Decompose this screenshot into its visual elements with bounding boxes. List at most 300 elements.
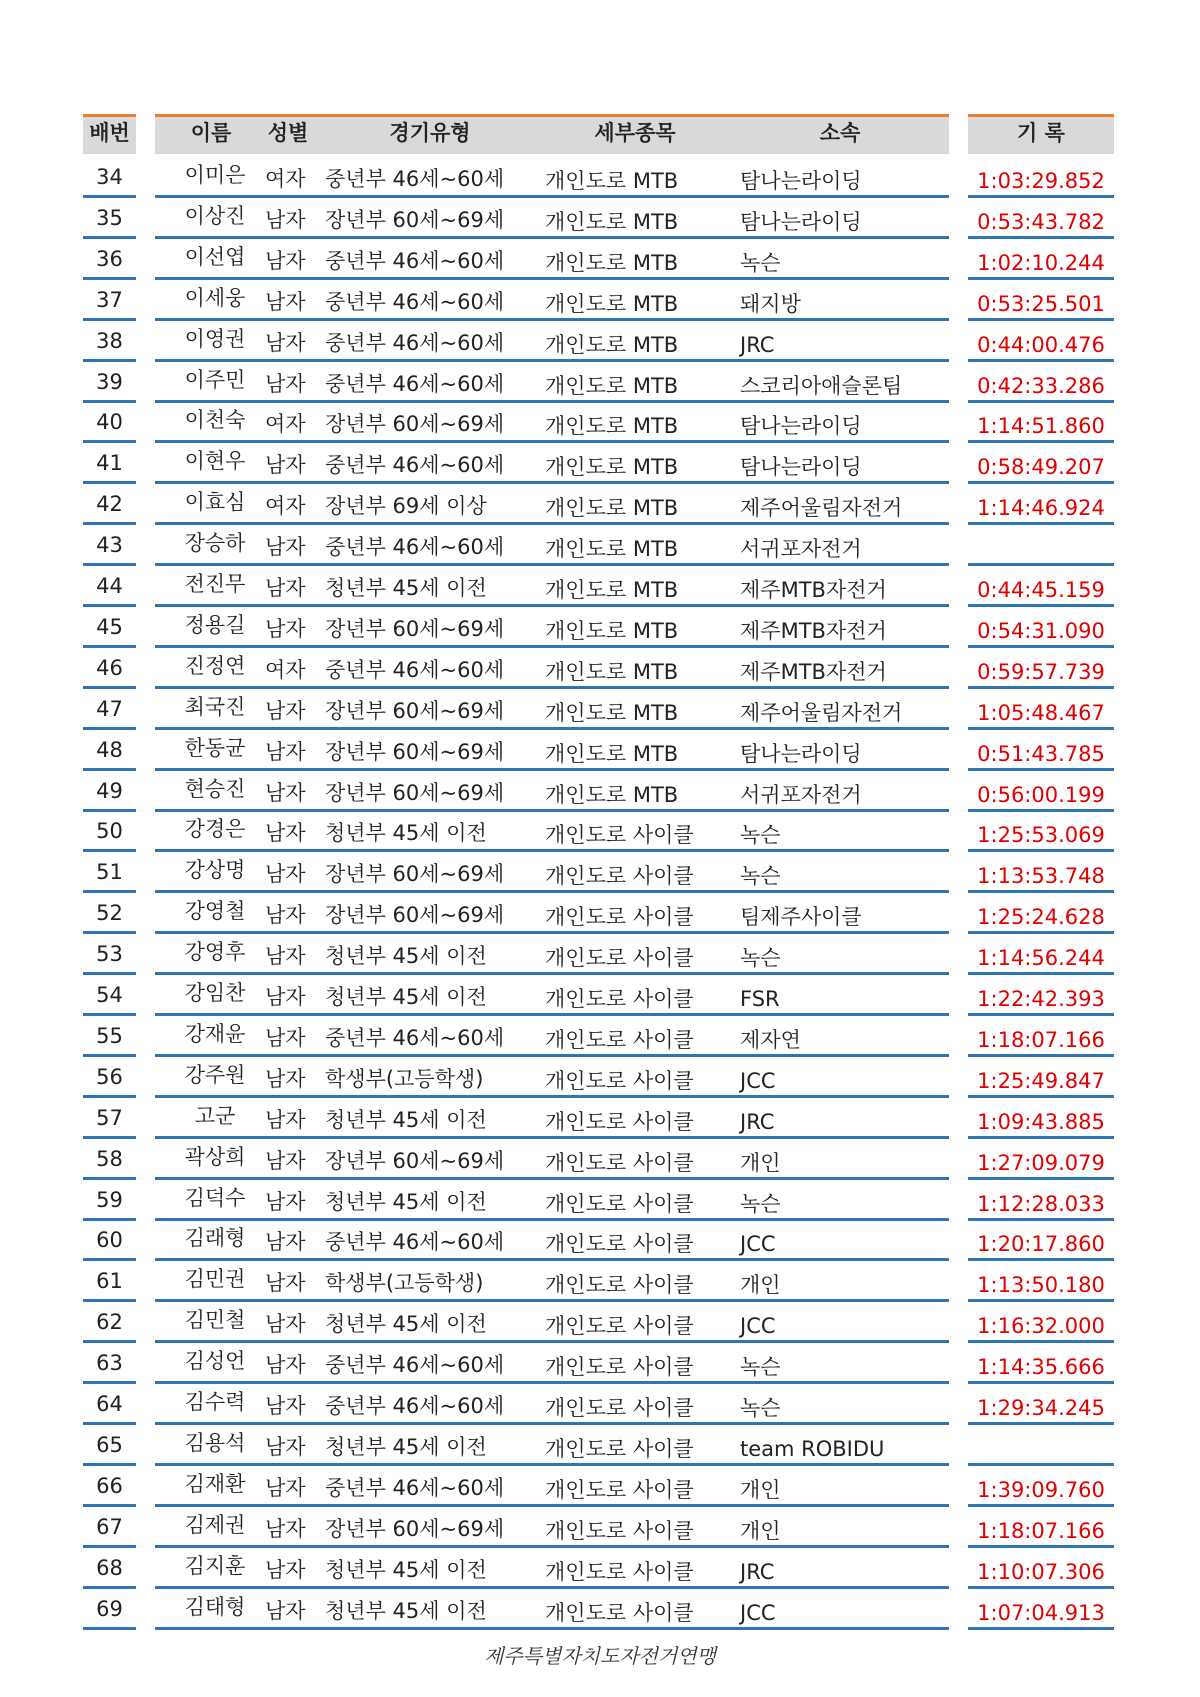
row-line-num — [83, 563, 136, 566]
division: 청년부 45세 이전 — [325, 1599, 487, 1623]
club: 녹슨 — [740, 864, 781, 888]
bib-number: 67 — [96, 1515, 123, 1539]
row-line-record — [968, 1504, 1114, 1507]
club: 탐나는라이딩 — [740, 742, 862, 766]
athlete-name: 김성언 — [184, 1349, 246, 1373]
club: 개인 — [740, 1478, 781, 1502]
athlete-name: 현승진 — [184, 777, 246, 801]
athlete-name: 최국진 — [184, 695, 246, 719]
record-time: 1:22:42.393 — [977, 987, 1105, 1011]
athlete-name: 강재윤 — [184, 1022, 246, 1046]
row-line-record — [968, 1054, 1114, 1057]
row-line-record — [968, 727, 1114, 730]
division: 장년부 69세 이상 — [325, 494, 487, 518]
gender: 남자 — [265, 862, 306, 886]
row-line-main — [155, 481, 949, 484]
club: 개인 — [740, 1151, 781, 1175]
bib-number: 51 — [96, 860, 123, 884]
row-line-main — [155, 1586, 949, 1589]
table-row — [0, 1549, 1200, 1590]
table-row — [0, 1099, 1200, 1140]
division: 청년부 45세 이전 — [325, 1558, 487, 1582]
bib-number: 53 — [96, 942, 123, 966]
club: 서귀포자전거 — [740, 537, 862, 561]
athlete-name: 김민권 — [184, 1267, 246, 1291]
row-line-record — [968, 236, 1114, 239]
club: 녹슨 — [740, 1355, 781, 1379]
athlete-name: 곽상희 — [184, 1145, 246, 1169]
bib-number: 64 — [96, 1392, 123, 1416]
table-row — [0, 1590, 1200, 1631]
bib-number: 44 — [96, 574, 123, 598]
table-row — [0, 731, 1200, 772]
bib-number: 56 — [96, 1065, 123, 1089]
record-time: 0:53:25.501 — [977, 292, 1105, 316]
bib-number: 59 — [96, 1188, 123, 1212]
record-time: 1:14:51.860 — [977, 414, 1105, 438]
record-time: 1:02:10.244 — [977, 251, 1105, 275]
event: 개인도로 MTB — [545, 537, 679, 561]
row-line-main — [155, 318, 949, 321]
record-time: 1:29:34.245 — [977, 1396, 1105, 1420]
row-line-main — [155, 768, 949, 771]
event: 개인도로 사이클 — [545, 1314, 694, 1338]
athlete-name: 이미은 — [184, 163, 246, 187]
record-time: 1:03:29.852 — [977, 169, 1105, 193]
record-time: 0:44:45.159 — [977, 578, 1105, 602]
event: 개인도로 사이클 — [545, 1601, 694, 1625]
bib-number: 52 — [96, 901, 123, 925]
gender: 남자 — [265, 1476, 306, 1500]
table-row — [0, 608, 1200, 649]
athlete-name: 한동균 — [184, 736, 246, 760]
row-line-main — [155, 1545, 949, 1548]
division: 장년부 60세~69세 — [325, 903, 505, 927]
division: 장년부 60세~69세 — [325, 208, 505, 232]
event: 개인도로 MTB — [545, 251, 679, 275]
record-time: 1:14:46.924 — [977, 496, 1105, 520]
event: 개인도로 MTB — [545, 701, 679, 725]
bib-number: 55 — [96, 1024, 123, 1048]
header-club: 소속 — [819, 121, 861, 145]
division: 중년부 46세~60세 — [325, 290, 505, 314]
division: 학생부(고등학생) — [325, 1067, 484, 1091]
header-event: 세부종목 — [594, 121, 676, 145]
athlete-name: 강임찬 — [184, 981, 246, 1005]
record-time: 1:14:56.244 — [977, 946, 1105, 970]
athlete-name: 김지훈 — [184, 1554, 246, 1578]
club: JCC — [740, 1069, 776, 1093]
row-line-num — [83, 318, 136, 321]
table-row — [0, 240, 1200, 281]
event: 개인도로 사이클 — [545, 1437, 694, 1461]
table-row — [0, 976, 1200, 1017]
table-row — [0, 1385, 1200, 1426]
table-row — [0, 812, 1200, 853]
row-line-num — [83, 195, 136, 198]
division: 청년부 45세 이전 — [325, 821, 487, 845]
record-time: 1:13:53.748 — [977, 864, 1105, 888]
row-line-record — [968, 849, 1114, 852]
athlete-name: 전진무 — [184, 572, 246, 596]
row-line-record — [968, 1136, 1114, 1139]
row-line-num — [83, 1340, 136, 1343]
club: 개인 — [740, 1273, 781, 1297]
row-line-record — [968, 440, 1114, 443]
row-line-record — [968, 1340, 1114, 1343]
event: 개인도로 사이클 — [545, 1069, 694, 1093]
gender: 남자 — [265, 821, 306, 845]
row-line-num — [83, 1627, 136, 1630]
row-line-main — [155, 1422, 949, 1425]
club: team ROBIDU — [740, 1437, 885, 1461]
record-time: 1:25:53.069 — [977, 823, 1105, 847]
table-row — [0, 1181, 1200, 1222]
event: 개인도로 사이클 — [545, 864, 694, 888]
row-line-record — [968, 1095, 1114, 1098]
row-line-num — [83, 931, 136, 934]
bib-number: 60 — [96, 1228, 123, 1252]
bib-number: 57 — [96, 1106, 123, 1130]
row-line-num — [83, 481, 136, 484]
row-line-main — [155, 849, 949, 852]
row-line-record — [968, 604, 1114, 607]
gender: 남자 — [265, 1108, 306, 1132]
athlete-name: 이세웅 — [184, 286, 246, 310]
gender: 남자 — [265, 1026, 306, 1050]
event: 개인도로 사이클 — [545, 1232, 694, 1256]
bib-number: 36 — [96, 247, 123, 271]
event: 개인도로 사이클 — [545, 1355, 694, 1379]
athlete-name: 김래형 — [184, 1226, 246, 1250]
gender: 남자 — [265, 1353, 306, 1377]
athlete-name: 정용길 — [184, 613, 246, 637]
division: 장년부 60세~69세 — [325, 740, 505, 764]
athlete-name: 장승하 — [184, 531, 246, 555]
row-line-record — [968, 1258, 1114, 1261]
record-time: 1:13:50.180 — [977, 1273, 1105, 1297]
athlete-name: 김수력 — [184, 1390, 246, 1414]
gender: 남자 — [265, 372, 306, 396]
row-line-main — [155, 727, 949, 730]
athlete-name: 김덕수 — [184, 1186, 246, 1210]
bib-number: 41 — [96, 451, 123, 475]
gender: 남자 — [265, 1558, 306, 1582]
division: 학생부(고등학생) — [325, 1271, 484, 1295]
table-row — [0, 1221, 1200, 1262]
bib-number: 54 — [96, 983, 123, 1007]
club: 탐나는라이딩 — [740, 210, 862, 234]
record-time: 1:07:04.913 — [977, 1601, 1105, 1625]
athlete-name: 진정연 — [184, 654, 246, 678]
row-line-record — [968, 686, 1114, 689]
bib-number: 68 — [96, 1556, 123, 1580]
row-line-record — [968, 522, 1114, 525]
row-line-record — [968, 1013, 1114, 1016]
row-line-record — [968, 1586, 1114, 1589]
event: 개인도로 사이클 — [545, 1560, 694, 1584]
record-time: 0:44:00.476 — [977, 333, 1105, 357]
row-line-record — [968, 1299, 1114, 1302]
club: 서귀포자전거 — [740, 783, 862, 807]
bib-number: 43 — [96, 533, 123, 557]
club: 팀제주사이클 — [740, 905, 862, 929]
row-line-num — [83, 768, 136, 771]
record-time: 0:53:43.782 — [977, 210, 1105, 234]
athlete-name: 고군 — [194, 1104, 236, 1128]
record-time: 0:59:57.739 — [977, 660, 1105, 684]
record-time: 0:58:49.207 — [977, 455, 1105, 479]
gender: 남자 — [265, 1230, 306, 1254]
table-row — [0, 403, 1200, 444]
athlete-name: 강영철 — [184, 899, 246, 923]
athlete-name: 이상진 — [184, 204, 246, 228]
row-line-record — [968, 890, 1114, 893]
bib-number: 39 — [96, 370, 123, 394]
row-line-record — [968, 563, 1114, 566]
row-line-num — [83, 1586, 136, 1589]
record-time: 0:54:31.090 — [977, 619, 1105, 643]
row-line-record — [968, 318, 1114, 321]
club: 스코리아애슬론팀 — [740, 374, 903, 398]
bib-number: 63 — [96, 1351, 123, 1375]
gender: 여자 — [265, 658, 306, 682]
footer-text: 제주특별자치도자전거연맹 — [484, 1644, 716, 1668]
event: 개인도로 MTB — [545, 578, 679, 602]
table-row — [0, 649, 1200, 690]
event: 개인도로 사이클 — [545, 1151, 694, 1175]
row-line-record — [968, 359, 1114, 362]
gender: 남자 — [265, 1067, 306, 1091]
record-time: 1:12:28.033 — [977, 1192, 1105, 1216]
row-line-record — [968, 1627, 1114, 1630]
event: 개인도로 MTB — [545, 374, 679, 398]
event: 개인도로 사이클 — [545, 946, 694, 970]
row-line-num — [83, 727, 136, 730]
table-row — [0, 158, 1200, 199]
division: 중년부 46세~60세 — [325, 453, 505, 477]
table-row — [0, 1303, 1200, 1344]
event: 개인도로 MTB — [545, 619, 679, 643]
gender: 여자 — [265, 167, 306, 191]
athlete-name: 김재환 — [184, 1472, 246, 1496]
header-name: 이름 — [190, 121, 232, 145]
record-time: 1:10:07.306 — [977, 1560, 1105, 1584]
athlete-name: 이현우 — [184, 449, 246, 473]
record-time: 1:05:48.467 — [977, 701, 1105, 725]
row-line-num — [83, 277, 136, 280]
bib-number: 34 — [96, 165, 123, 189]
row-line-record — [968, 1463, 1114, 1466]
division: 중년부 46세~60세 — [325, 1026, 505, 1050]
row-line-num — [83, 1095, 136, 1098]
table-row — [0, 199, 1200, 240]
gender: 남자 — [265, 1312, 306, 1336]
division: 중년부 46세~60세 — [325, 372, 505, 396]
club: 탐나는라이딩 — [740, 414, 862, 438]
division: 중년부 46세~60세 — [325, 1476, 505, 1500]
row-line-num — [83, 686, 136, 689]
division: 중년부 46세~60세 — [325, 167, 505, 191]
club: 제주MTB자전거 — [740, 578, 887, 602]
table-row — [0, 322, 1200, 363]
event: 개인도로 MTB — [545, 169, 679, 193]
row-line-main — [155, 1463, 949, 1466]
division: 장년부 60세~69세 — [325, 699, 505, 723]
event: 개인도로 사이클 — [545, 1273, 694, 1297]
gender: 남자 — [265, 985, 306, 1009]
row-line-record — [968, 972, 1114, 975]
row-line-num — [83, 359, 136, 362]
table-row — [0, 772, 1200, 813]
gender: 남자 — [265, 576, 306, 600]
gender: 남자 — [265, 1271, 306, 1295]
event: 개인도로 사이클 — [545, 1396, 694, 1420]
row-line-main — [155, 1504, 949, 1507]
row-line-num — [83, 522, 136, 525]
header-num: 배번 — [89, 121, 130, 145]
row-line-record — [968, 1381, 1114, 1384]
division: 장년부 60세~69세 — [325, 1517, 505, 1541]
division: 청년부 45세 이전 — [325, 1108, 487, 1132]
event: 개인도로 MTB — [545, 496, 679, 520]
bib-number: 49 — [96, 779, 123, 803]
event: 개인도로 MTB — [545, 742, 679, 766]
row-line-main — [155, 1340, 949, 1343]
club: 녹슨 — [740, 251, 781, 275]
table-row — [0, 485, 1200, 526]
row-line-num — [83, 1422, 136, 1425]
athlete-name: 김태형 — [184, 1595, 246, 1619]
gender: 남자 — [265, 699, 306, 723]
bib-number: 35 — [96, 206, 123, 230]
row-line-main — [155, 1136, 949, 1139]
bib-number: 46 — [96, 656, 123, 680]
table-row — [0, 853, 1200, 894]
row-line-main — [155, 1299, 949, 1302]
event: 개인도로 MTB — [545, 455, 679, 479]
gender: 남자 — [265, 535, 306, 559]
row-line-main — [155, 1013, 949, 1016]
row-line-num — [83, 1463, 136, 1466]
club: 탐나는라이딩 — [740, 455, 862, 479]
division: 중년부 46세~60세 — [325, 249, 505, 273]
row-line-record — [968, 1545, 1114, 1548]
event: 개인도로 사이클 — [545, 905, 694, 929]
club: JCC — [740, 1601, 776, 1625]
division: 청년부 45세 이전 — [325, 1190, 487, 1214]
division: 중년부 46세~60세 — [325, 1230, 505, 1254]
table-header — [0, 114, 1200, 154]
row-line-main — [155, 890, 949, 893]
club: 녹슨 — [740, 1396, 781, 1420]
bib-number: 37 — [96, 288, 123, 312]
row-line-num — [83, 972, 136, 975]
bib-number: 66 — [96, 1474, 123, 1498]
row-line-record — [968, 768, 1114, 771]
athlete-name: 강영후 — [184, 940, 246, 964]
table-row — [0, 1140, 1200, 1181]
division: 청년부 45세 이전 — [325, 1435, 487, 1459]
club: 탐나는라이딩 — [740, 169, 862, 193]
bib-number: 61 — [96, 1269, 123, 1293]
table-row — [0, 935, 1200, 976]
record-time: 1:27:09.079 — [977, 1151, 1105, 1175]
row-line-record — [968, 481, 1114, 484]
bib-number: 50 — [96, 819, 123, 843]
athlete-name: 강경은 — [184, 817, 246, 841]
row-line-main — [155, 236, 949, 239]
row-line-main — [155, 1381, 949, 1384]
record-time: 1:39:09.760 — [977, 1478, 1105, 1502]
record-time: 1:14:35.666 — [977, 1355, 1105, 1379]
row-line-num — [83, 1054, 136, 1057]
gender: 남자 — [265, 944, 306, 968]
club: 개인 — [740, 1519, 781, 1543]
table-row — [0, 1262, 1200, 1303]
gender: 남자 — [265, 1599, 306, 1623]
club: JCC — [740, 1314, 776, 1338]
division: 장년부 60세~69세 — [325, 1149, 505, 1173]
record-time: 1:25:24.628 — [977, 905, 1105, 929]
row-line-record — [968, 931, 1114, 934]
bib-number: 65 — [96, 1433, 123, 1457]
bib-number: 48 — [96, 738, 123, 762]
table-row — [0, 1467, 1200, 1508]
club: JRC — [740, 1560, 775, 1584]
bib-number: 40 — [96, 410, 123, 434]
gender: 남자 — [265, 1517, 306, 1541]
row-line-record — [968, 1422, 1114, 1425]
row-line-num — [83, 604, 136, 607]
row-line-main — [155, 1177, 949, 1180]
gender: 남자 — [265, 1149, 306, 1173]
gender: 남자 — [265, 617, 306, 641]
gender: 남자 — [265, 290, 306, 314]
row-line-record — [968, 277, 1114, 280]
header-record: 기 록 — [1017, 121, 1065, 145]
athlete-name: 김용석 — [184, 1431, 246, 1455]
division: 청년부 45세 이전 — [325, 576, 487, 600]
event: 개인도로 MTB — [545, 333, 679, 357]
athlete-name: 강상명 — [184, 858, 246, 882]
row-line-num — [83, 1381, 136, 1384]
row-line-record — [968, 645, 1114, 648]
gender: 남자 — [265, 331, 306, 355]
row-line-main — [155, 686, 949, 689]
event: 개인도로 MTB — [545, 660, 679, 684]
record-time: 1:20:17.860 — [977, 1232, 1105, 1256]
event: 개인도로 사이클 — [545, 823, 694, 847]
record-time: 1:09:43.885 — [977, 1110, 1105, 1134]
row-line-num — [83, 1013, 136, 1016]
record-time: 0:56:00.199 — [977, 783, 1105, 807]
club: JCC — [740, 1232, 776, 1256]
table-row — [0, 1344, 1200, 1385]
club: 녹슨 — [740, 946, 781, 970]
row-line-main — [155, 359, 949, 362]
table-row — [0, 894, 1200, 935]
athlete-name: 이주민 — [184, 368, 246, 392]
bib-number: 47 — [96, 697, 123, 721]
division: 청년부 45세 이전 — [325, 1312, 487, 1336]
gender: 남자 — [265, 1394, 306, 1418]
club: JRC — [740, 333, 775, 357]
table-row — [0, 363, 1200, 404]
gender: 남자 — [265, 1435, 306, 1459]
athlete-name: 이선엽 — [184, 245, 246, 269]
record-time: 1:25:49.847 — [977, 1069, 1105, 1093]
